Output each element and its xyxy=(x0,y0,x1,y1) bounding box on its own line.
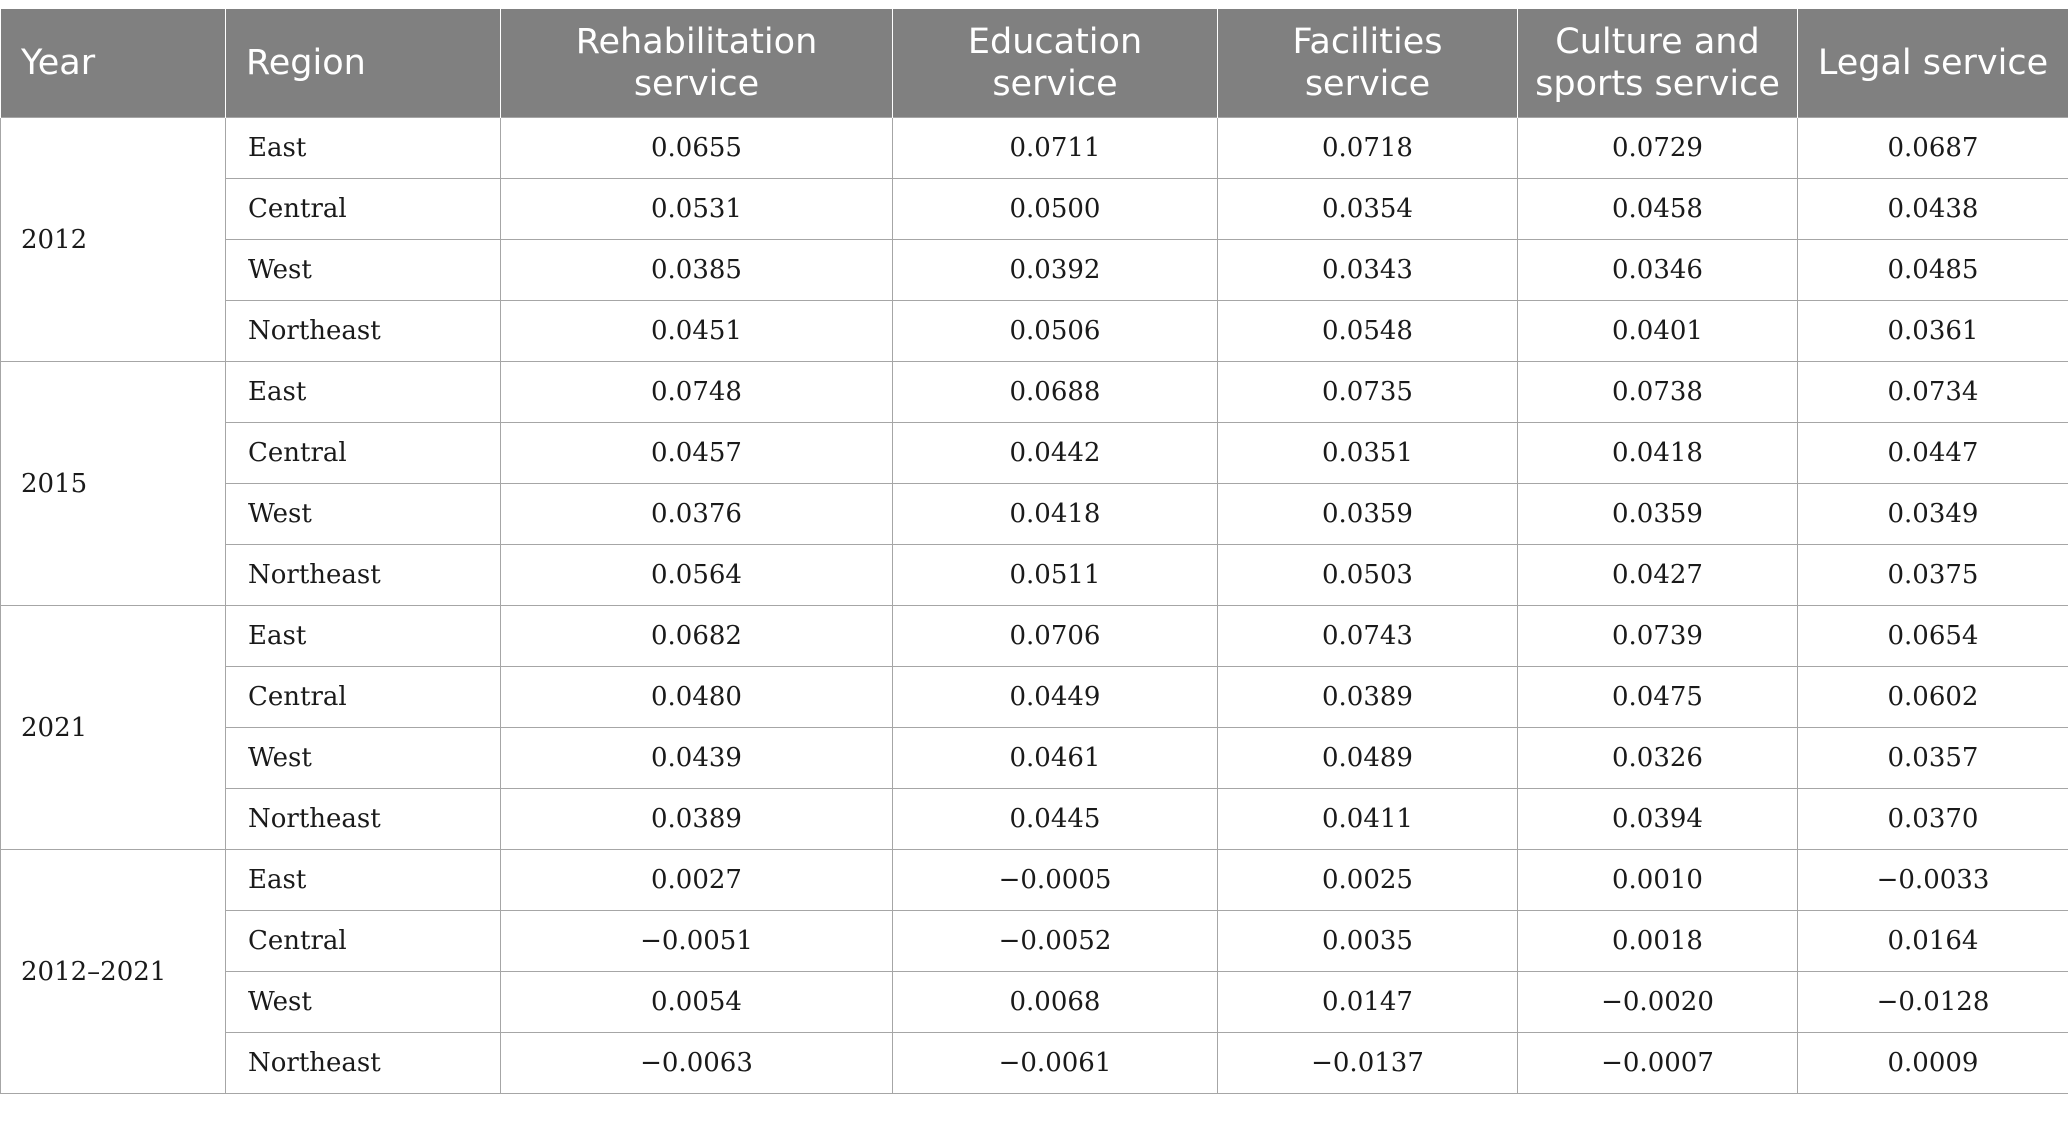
header-culture-sports-service xyxy=(1518,9,1798,118)
table-row xyxy=(1,484,2068,545)
value-cell-rehab: 0.0457 xyxy=(501,423,893,484)
value-cell-legal: 0.0602 xyxy=(1798,667,2068,728)
value-cell-edu: 0.0461 xyxy=(893,728,1218,789)
value-cell-rehab: 0.0564 xyxy=(501,545,893,606)
value-cell-rehab: 0.0054 xyxy=(501,972,893,1033)
value-cell-edu: −0.0052 xyxy=(893,911,1218,972)
table-row xyxy=(1,545,2068,606)
value-cell-edu: 0.0445 xyxy=(893,789,1218,850)
value-cell-rehab: 0.0655 xyxy=(501,118,893,179)
region-cell: East xyxy=(226,362,501,423)
value-cell-edu: 0.0706 xyxy=(893,606,1218,667)
value-cell-fac: 0.0147 xyxy=(1218,972,1518,1033)
value-cell-edu: 0.0511 xyxy=(893,545,1218,606)
table-row xyxy=(1,728,2068,789)
value-cell-edu: 0.0418 xyxy=(893,484,1218,545)
value-cell-fac: 0.0389 xyxy=(1218,667,1518,728)
value-cell-legal: 0.0687 xyxy=(1798,118,2068,179)
value-cell-cult: 0.0739 xyxy=(1518,606,1798,667)
header-culture-line2: sports service xyxy=(1535,64,1780,104)
region-cell: West xyxy=(226,728,501,789)
value-cell-rehab: 0.0376 xyxy=(501,484,893,545)
region-cell: West xyxy=(226,484,501,545)
header-rehabilitation-line1: Rehabilitation xyxy=(575,22,818,62)
region-cell: East xyxy=(226,606,501,667)
value-cell-fac: 0.0025 xyxy=(1218,850,1518,911)
value-cell-cult: −0.0007 xyxy=(1518,1033,1798,1094)
table-row xyxy=(1,911,2068,972)
table-row xyxy=(1,301,2068,362)
header-row xyxy=(1,9,2068,118)
value-cell-fac: −0.0137 xyxy=(1218,1033,1518,1094)
table-row xyxy=(1,972,2068,1033)
value-cell-rehab: 0.0682 xyxy=(501,606,893,667)
value-cell-cult: 0.0010 xyxy=(1518,850,1798,911)
value-cell-cult: 0.0738 xyxy=(1518,362,1798,423)
region-cell: East xyxy=(226,850,501,911)
table-row xyxy=(1,240,2068,301)
value-cell-legal: 0.0370 xyxy=(1798,789,2068,850)
value-cell-edu: 0.0449 xyxy=(893,667,1218,728)
table-row xyxy=(1,179,2068,240)
value-cell-fac: 0.0354 xyxy=(1218,179,1518,240)
table-row xyxy=(1,423,2068,484)
table-row xyxy=(1,606,2068,667)
value-cell-legal: 0.0654 xyxy=(1798,606,2068,667)
value-cell-cult: 0.0458 xyxy=(1518,179,1798,240)
value-cell-rehab: 0.0389 xyxy=(501,789,893,850)
value-cell-rehab: 0.0480 xyxy=(501,667,893,728)
value-cell-fac: 0.0718 xyxy=(1218,118,1518,179)
table-row xyxy=(1,118,2068,179)
region-cell: Northeast xyxy=(226,301,501,362)
value-cell-legal: 0.0009 xyxy=(1798,1033,2068,1094)
value-cell-cult: 0.0326 xyxy=(1518,728,1798,789)
year-cell: 2021 xyxy=(1,606,226,850)
value-cell-cult: 0.0427 xyxy=(1518,545,1798,606)
header-education-service xyxy=(893,9,1218,118)
header-rehabilitation-service xyxy=(501,9,893,118)
header-region: Region xyxy=(226,9,501,118)
value-cell-cult: 0.0475 xyxy=(1518,667,1798,728)
value-cell-legal: 0.0485 xyxy=(1798,240,2068,301)
value-cell-rehab: −0.0063 xyxy=(501,1033,893,1094)
header-education-line1: Education xyxy=(967,22,1143,62)
value-cell-legal: 0.0357 xyxy=(1798,728,2068,789)
table-body xyxy=(1,118,2068,1094)
region-cell: West xyxy=(226,240,501,301)
value-cell-edu: 0.0442 xyxy=(893,423,1218,484)
value-cell-cult: 0.0401 xyxy=(1518,301,1798,362)
value-cell-fac: 0.0503 xyxy=(1218,545,1518,606)
value-cell-rehab: 0.0027 xyxy=(501,850,893,911)
year-cell: 2012–2021 xyxy=(1,850,226,1094)
value-cell-cult: 0.0418 xyxy=(1518,423,1798,484)
region-cell: Northeast xyxy=(226,789,501,850)
value-cell-edu: 0.0711 xyxy=(893,118,1218,179)
table-row xyxy=(1,1033,2068,1094)
region-cell: Northeast xyxy=(226,545,501,606)
header-facilities-line2: service xyxy=(1304,64,1431,104)
table-row xyxy=(1,850,2068,911)
header-year: Year xyxy=(1,9,226,118)
table-row xyxy=(1,789,2068,850)
value-cell-cult: 0.0729 xyxy=(1518,118,1798,179)
region-cell: Northeast xyxy=(226,1033,501,1094)
header-education-line2: service xyxy=(992,64,1118,104)
value-cell-fac: 0.0411 xyxy=(1218,789,1518,850)
value-cell-rehab: 0.0439 xyxy=(501,728,893,789)
value-cell-edu: 0.0392 xyxy=(893,240,1218,301)
value-cell-fac: 0.0359 xyxy=(1218,484,1518,545)
region-cell: Central xyxy=(226,179,501,240)
value-cell-cult: 0.0359 xyxy=(1518,484,1798,545)
value-cell-legal: −0.0033 xyxy=(1798,850,2068,911)
value-cell-fac: 0.0548 xyxy=(1218,301,1518,362)
value-cell-cult: 0.0394 xyxy=(1518,789,1798,850)
region-cell: Central xyxy=(226,911,501,972)
value-cell-legal: 0.0375 xyxy=(1798,545,2068,606)
value-cell-fac: 0.0343 xyxy=(1218,240,1518,301)
data-table xyxy=(0,9,2068,1094)
value-cell-cult: 0.0018 xyxy=(1518,911,1798,972)
value-cell-cult: 0.0346 xyxy=(1518,240,1798,301)
table-row xyxy=(1,667,2068,728)
value-cell-fac: 0.0035 xyxy=(1218,911,1518,972)
value-cell-legal: 0.0438 xyxy=(1798,179,2068,240)
value-cell-legal: 0.0349 xyxy=(1798,484,2068,545)
year-cell: 2012 xyxy=(1,118,226,362)
header-rehabilitation-line2: service xyxy=(633,64,760,104)
region-cell: Central xyxy=(226,423,501,484)
value-cell-legal: −0.0128 xyxy=(1798,972,2068,1033)
header-culture-line1: Culture and xyxy=(1555,22,1760,62)
header-facilities-line1: Facilities xyxy=(1292,22,1443,62)
table-row xyxy=(1,362,2068,423)
value-cell-legal: 0.0734 xyxy=(1798,362,2068,423)
value-cell-fac: 0.0743 xyxy=(1218,606,1518,667)
year-cell: 2015 xyxy=(1,362,226,606)
value-cell-legal: 0.0447 xyxy=(1798,423,2068,484)
value-cell-edu: 0.0068 xyxy=(893,972,1218,1033)
value-cell-rehab: 0.0451 xyxy=(501,301,893,362)
value-cell-legal: 0.0164 xyxy=(1798,911,2068,972)
region-cell: West xyxy=(226,972,501,1033)
value-cell-fac: 0.0735 xyxy=(1218,362,1518,423)
value-cell-edu: −0.0061 xyxy=(893,1033,1218,1094)
value-cell-edu: 0.0688 xyxy=(893,362,1218,423)
value-cell-rehab: 0.0531 xyxy=(501,179,893,240)
value-cell-legal: 0.0361 xyxy=(1798,301,2068,362)
value-cell-cult: −0.0020 xyxy=(1518,972,1798,1033)
value-cell-fac: 0.0351 xyxy=(1218,423,1518,484)
region-cell: Central xyxy=(226,667,501,728)
header-legal-service: Legal service xyxy=(1798,9,2068,118)
region-cell: East xyxy=(226,118,501,179)
value-cell-rehab: −0.0051 xyxy=(501,911,893,972)
header-facilities-service xyxy=(1218,9,1518,118)
value-cell-edu: −0.0005 xyxy=(893,850,1218,911)
value-cell-edu: 0.0500 xyxy=(893,179,1218,240)
value-cell-fac: 0.0489 xyxy=(1218,728,1518,789)
value-cell-edu: 0.0506 xyxy=(893,301,1218,362)
table-header xyxy=(1,9,2068,118)
value-cell-rehab: 0.0748 xyxy=(501,362,893,423)
value-cell-rehab: 0.0385 xyxy=(501,240,893,301)
